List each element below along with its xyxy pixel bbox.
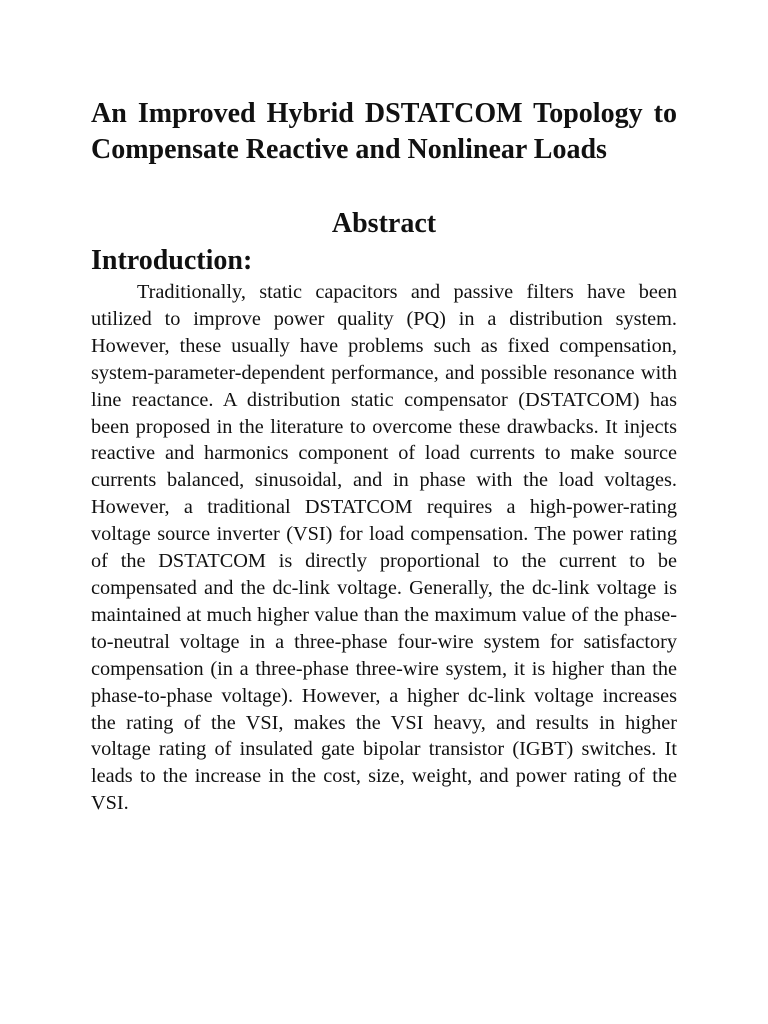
document-page [91, 96, 677, 817]
introduction-paragraph: Traditionally, static capacitors and passive filters have been utilized to improve power quality (PQ) in a distribution system. However, these usually have problems such as fixed compensation, system-parameter-dependent performance, and possible resonance with line reactance. A distribution static compensator (DSTATCOM) has been proposed in the literature to overcome these drawbacks. It injects reactive and harmonics component of load currents to make source currents balanced, sinusoidal, and in phase with the load voltages. However, a traditional DSTATCOM requires a high-power-rating voltage source inverter (VSI) for load compensation. The power rating of the DSTATCOM is directly proportional to the current to be compensated and the dc-link voltage. Generally, the dc-link voltage is maintained at much higher value than the maximum value of the phase-to-neutral voltage in a three-phase four-wire system for satisfactory compensation (in a three-phase three-wire system, it is higher than the phase-to-phase voltage). However, a higher dc-link voltage increases the rating of the VSI, makes the VSI heavy, and results in higher voltage rating of insulated gate bipolar transistor (IGBT) switches. It leads to the increase in the cost, size, weight, and power rating of the VSI. [91, 281, 677, 815]
introduction-heading: Introduction: [91, 245, 253, 276]
document-title: An Improved Hybrid DSTATCOM Topology to Compensate Reactive and Nonlinear Loads [91, 98, 677, 165]
abstract-heading: Abstract [331, 208, 437, 239]
